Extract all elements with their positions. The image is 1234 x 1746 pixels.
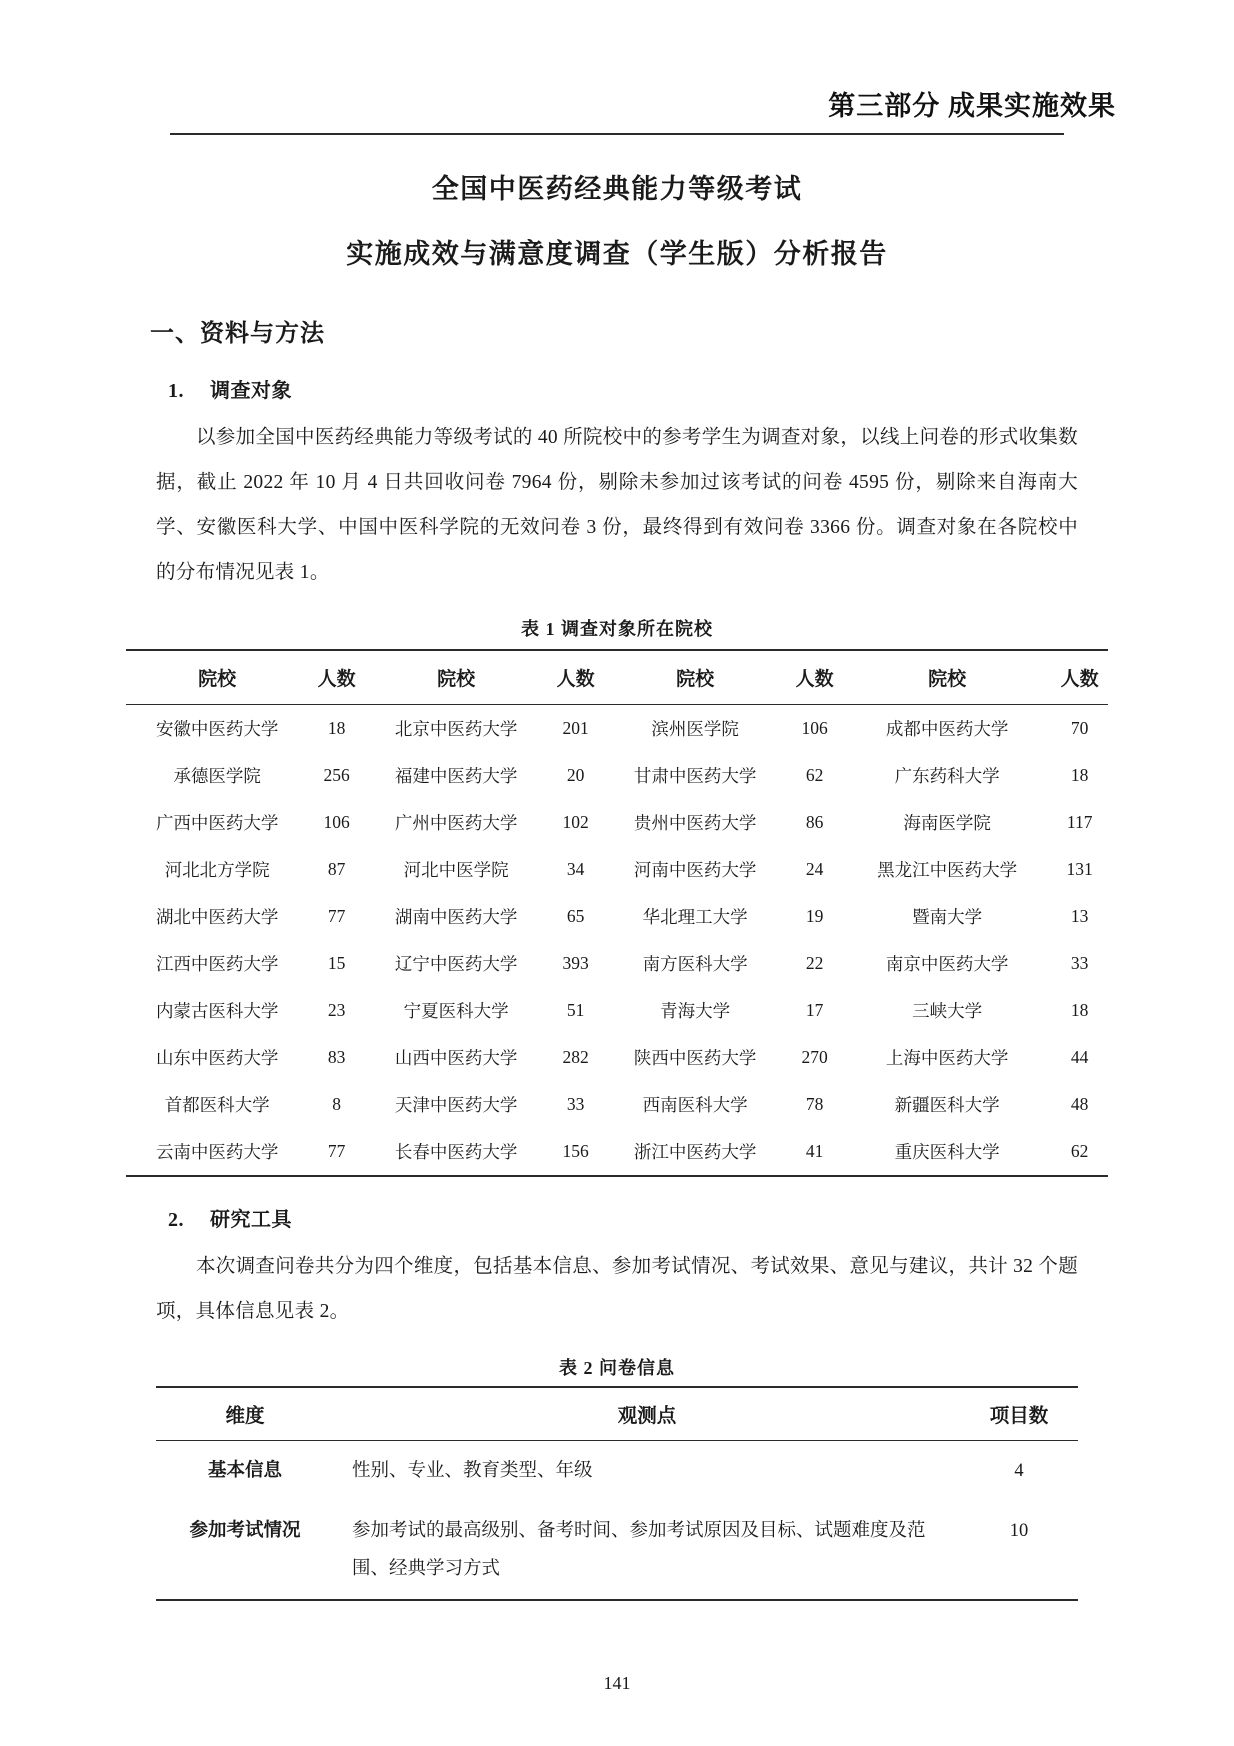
table1-cell: 131 <box>1066 859 1093 879</box>
table-survey-schools <box>126 649 1108 1177</box>
table1-cell: 湖南中医药大学 <box>394 907 518 927</box>
table1-cell: 河北中医学院 <box>403 860 509 880</box>
table2-wrapper <box>156 1386 1078 1601</box>
subsection-title-2: 研究工具 <box>210 1209 292 1231</box>
table1-cell: 70 <box>1051 705 1108 753</box>
table1-caption: 表 1 调查对象所在院校 <box>521 619 713 639</box>
table1-cell: 山西中医药大学 <box>394 1048 518 1068</box>
table2-observation-cell: 性别、专业、教育类型、年级 <box>334 1441 960 1502</box>
table1-header-cell: 院校 <box>126 650 308 705</box>
table1-cell: 77 <box>327 906 346 926</box>
table-row <box>126 846 1108 893</box>
table2-header-row <box>156 1387 1078 1441</box>
table1-cell: 393 <box>562 953 589 973</box>
table1-cell: 青海大学 <box>660 1001 731 1021</box>
table1-cell: 内蒙古医科大学 <box>155 1001 279 1021</box>
table1-cell: 安徽中医药大学 <box>126 705 308 753</box>
table2-header-cell: 维度 <box>156 1387 334 1441</box>
table1-cell: 云南中医药大学 <box>126 1128 308 1176</box>
table1-cell: 106 <box>323 812 350 832</box>
table1-cell: 首都医科大学 <box>164 1095 270 1115</box>
table1-header-cell: 院校 <box>365 650 547 705</box>
table1-cell: 浙江中医药大学 <box>604 1128 786 1176</box>
table2-caption: 表 2 问卷信息 <box>559 1358 675 1378</box>
table2-dimension-cell: 参加考试情况 <box>156 1501 334 1600</box>
subsection-title-1: 调查对象 <box>210 380 292 402</box>
table1-cell: 滨州医学院 <box>604 705 786 753</box>
table1-cell: 甘肃中医药大学 <box>633 766 757 786</box>
table1-cell: 贵州中医药大学 <box>633 813 757 833</box>
document-title-line1: 全国中医药经典能力等级考试 <box>431 174 803 204</box>
table1-cell: 33 <box>566 1094 585 1114</box>
table1-cell: 18 <box>1070 1000 1089 1020</box>
table1-header-cell: 院校 <box>604 650 786 705</box>
table1-cell: 106 <box>786 705 843 753</box>
table1-cell: 22 <box>805 953 824 973</box>
table1-cell: 黑龙江中医药大学 <box>877 860 1018 880</box>
table1-header-cell: 人数 <box>547 650 604 705</box>
table-row <box>126 893 1108 940</box>
table1-cell: 河南中医药大学 <box>633 860 757 880</box>
table1-cell: 83 <box>327 1047 346 1067</box>
paragraph-research-tools: 本次调查问卷共分为四个维度，包括基本信息、参加考试情况、考试效果、意见与建议，共计 32 个题项，具体信息见表 2。 <box>156 1256 1078 1322</box>
table1-header-row <box>126 650 1108 705</box>
table2-count-cell: 10 <box>960 1501 1078 1600</box>
table1-cell: 新疆医科大学 <box>894 1095 1000 1115</box>
section-heading-1: 一、资料与方法 <box>150 321 325 347</box>
table1-cell: 南京中医药大学 <box>885 954 1009 974</box>
table1-cell: 宁夏医科大学 <box>403 1001 509 1021</box>
header-divider <box>170 133 1064 135</box>
table1-cell: 87 <box>327 859 346 879</box>
table1-cell: 河北北方学院 <box>164 860 270 880</box>
table1-cell: 上海中医药大学 <box>885 1048 1009 1068</box>
table1-cell: 福建中医药大学 <box>394 766 518 786</box>
table1-cell: 48 <box>1070 1094 1089 1114</box>
table1-cell: 17 <box>805 1000 824 1020</box>
table1-header-cell: 人数 <box>786 650 843 705</box>
table1-cell: 44 <box>1070 1047 1089 1067</box>
table1-cell: 156 <box>547 1128 604 1176</box>
table1-cell: 18 <box>1070 765 1089 785</box>
table1-cell: 86 <box>805 812 824 832</box>
table1-cell: 20 <box>566 765 585 785</box>
subsection-heading-research-tools <box>168 1203 1126 1232</box>
table1-header-cell: 院校 <box>843 650 1051 705</box>
paragraph-survey-subjects: 以参加全国中医药经典能力等级考试的 40 所院校中的参考学生为调查对象，以线上问卷的形式收集数据，截止 2022 年 10 月 4 日共回收问卷 7964 份，剔除未参加过该考试的问卷 4595 份，剔除来自海南大学、安徽医科大学、中国中医科学院的无效问卷 3 份，最终得到有效问卷 3366 份。调查对象在各院校中的分布情况见表 1。 <box>156 427 1078 583</box>
table1-cell: 南方医科大学 <box>642 954 748 974</box>
table1-cell: 8 <box>332 1094 342 1114</box>
running-header: 第三部分 成果实施效果 <box>828 91 1116 121</box>
table1-header-cell: 人数 <box>308 650 365 705</box>
table1-cell: 北京中医药大学 <box>365 705 547 753</box>
table-row <box>126 1034 1108 1081</box>
table1-cell: 34 <box>566 859 585 879</box>
table-row <box>156 1501 1078 1600</box>
table2-count-cell: 4 <box>960 1441 1078 1502</box>
subsection-number-2: 2. <box>168 1209 184 1231</box>
table1-cell: 重庆医科大学 <box>843 1128 1051 1176</box>
table1-cell: 山东中医药大学 <box>155 1048 279 1068</box>
table1-cell: 海南医学院 <box>903 813 991 833</box>
table-row <box>156 1441 1078 1502</box>
table1-cell: 65 <box>566 906 585 926</box>
table1-cell: 西南医科大学 <box>642 1095 748 1115</box>
table-row <box>126 987 1108 1034</box>
table1-cell: 三峡大学 <box>912 1001 983 1021</box>
table1-cell: 湖北中医药大学 <box>155 907 279 927</box>
table2-header-cell: 观测点 <box>334 1387 960 1441</box>
table1-cell: 33 <box>1070 953 1089 973</box>
page-number: 141 <box>603 1673 631 1693</box>
table1-cell: 广州中医药大学 <box>394 813 518 833</box>
table1-cell: 19 <box>805 906 824 926</box>
table-row <box>126 752 1108 799</box>
table1-cell: 117 <box>1066 812 1093 832</box>
table-row <box>126 1081 1108 1128</box>
table2-observation-cell: 参加考试的最高级别、备考时间、参加考试原因及目标、试题难度及范围、经典学习方式 <box>334 1501 960 1600</box>
table-row <box>126 799 1108 846</box>
table1-cell: 暨南大学 <box>912 907 983 927</box>
document-title-line2: 实施成效与满意度调查（学生版）分析报告 <box>346 239 888 269</box>
table1-cell: 282 <box>562 1047 589 1067</box>
table1-cell: 陕西中医药大学 <box>633 1048 757 1068</box>
subsection-heading-survey-subjects <box>168 374 1126 403</box>
table1-cell: 24 <box>805 859 824 879</box>
table1-cell: 长春中医药大学 <box>365 1128 547 1176</box>
table1-cell: 78 <box>805 1094 824 1114</box>
table1-cell: 51 <box>566 1000 585 1020</box>
table-questionnaire-info <box>156 1386 1078 1601</box>
table1-cell: 201 <box>547 705 604 753</box>
table1-cell: 62 <box>1051 1128 1108 1176</box>
table1-cell: 广东药科大学 <box>894 766 1000 786</box>
table1-cell: 256 <box>323 765 350 785</box>
subsection-number-1: 1. <box>168 380 184 402</box>
table1-cell: 辽宁中医药大学 <box>394 954 518 974</box>
table1-cell: 18 <box>308 705 365 753</box>
table1-cell: 102 <box>562 812 589 832</box>
table1-cell: 77 <box>308 1128 365 1176</box>
table1-cell: 62 <box>805 765 824 785</box>
table1-cell: 41 <box>786 1128 843 1176</box>
table-row <box>126 1128 1108 1176</box>
table2-dimension-cell: 基本信息 <box>156 1441 334 1502</box>
table1-cell: 13 <box>1070 906 1089 926</box>
table-row <box>126 940 1108 987</box>
table1-cell: 华北理工大学 <box>642 907 748 927</box>
table1-cell: 成都中医药大学 <box>843 705 1051 753</box>
table1-cell: 江西中医药大学 <box>155 954 279 974</box>
table1-cell: 天津中医药大学 <box>394 1095 518 1115</box>
table-row <box>126 705 1108 753</box>
table2-header-cell: 项目数 <box>960 1387 1078 1441</box>
table1-cell: 23 <box>327 1000 346 1020</box>
table1-cell: 15 <box>327 953 346 973</box>
table1-cell: 270 <box>801 1047 828 1067</box>
table1-cell: 承德医学院 <box>173 766 261 786</box>
table1-header-cell: 人数 <box>1051 650 1108 705</box>
table1-cell: 广西中医药大学 <box>155 813 279 833</box>
